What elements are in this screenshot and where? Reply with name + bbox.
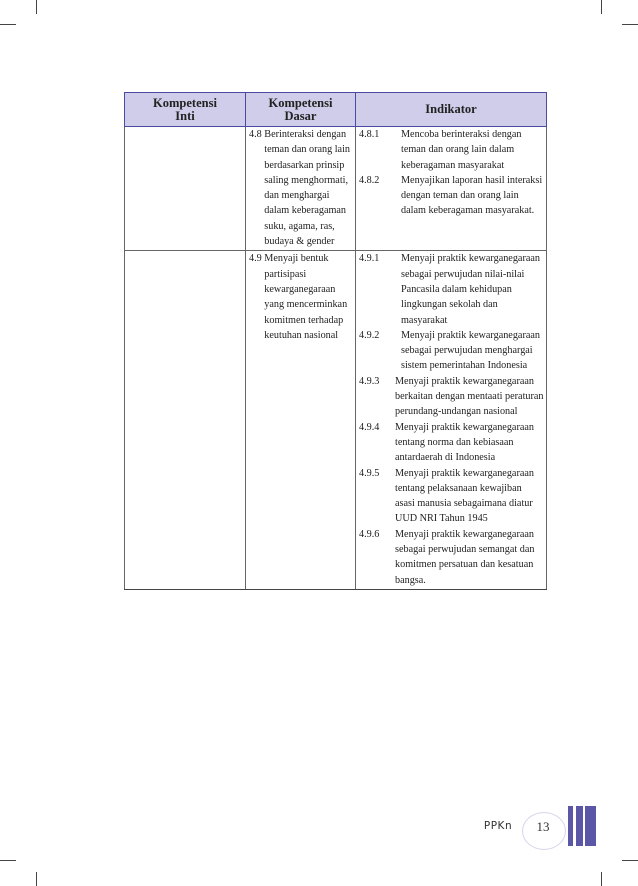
footer-bar-2 bbox=[576, 806, 583, 846]
kd-number: 4.9 bbox=[249, 253, 262, 265]
header-kompetensi-inti bbox=[125, 93, 246, 127]
page-number: 13 bbox=[536, 819, 550, 834]
indicator-number: 4.9.3 bbox=[359, 375, 380, 387]
indicator-text: Mencoba berinteraksi dengan teman dan orang lain dalam keberagaman masyarakat bbox=[401, 129, 522, 171]
table-header-row bbox=[125, 93, 547, 127]
indicator-number: 4.9.5 bbox=[359, 467, 380, 479]
indicator-text: Menyaji praktik kewarganegaraan tentang norma dan kebiasaan antardaerah di Indonesia bbox=[395, 421, 534, 464]
footer-bar-1 bbox=[568, 806, 573, 846]
competency-table bbox=[124, 92, 547, 590]
indicator-item bbox=[359, 374, 544, 420]
indicator-number: 4.9.4 bbox=[359, 421, 380, 433]
header-kd-line2: Dasar bbox=[284, 108, 317, 123]
header-ki-line1: Kompetensi bbox=[153, 95, 217, 110]
indicator-text: Menyaji praktik kewarganegaraan sebagai perwujudan semangat dan komitmen persatuan dan kesatuan bangsa. bbox=[395, 528, 535, 586]
crop-mark-bottom-left-v bbox=[36, 872, 37, 886]
indicator-text: Menyaji praktik kewarganegaraan sebagai perwujudan nilai-nilai Pancasila dalam kehidupan lingkungan sekolah dan masyarakat bbox=[401, 253, 540, 326]
crop-mark-bottom-right-v bbox=[601, 872, 602, 886]
indicator-number: 4.9.2 bbox=[359, 329, 380, 341]
indicator-text: Menyajikan laporan hasil interaksi dengan teman dan orang lain dalam keberagaman masyarakat. bbox=[401, 174, 543, 217]
crop-mark-top-left-v bbox=[36, 0, 37, 14]
header-kompetensi-dasar bbox=[246, 93, 356, 127]
indicator-number: 4.8.2 bbox=[359, 174, 380, 186]
indicator-item bbox=[359, 466, 544, 527]
indicator-number: 4.9.6 bbox=[359, 528, 380, 540]
indicator-number: 4.9.1 bbox=[359, 253, 380, 265]
ki-cell bbox=[125, 251, 246, 590]
crop-mark-top-right-v bbox=[601, 0, 602, 14]
kd-cell bbox=[246, 251, 356, 590]
indicator-cell bbox=[356, 251, 547, 590]
kd-number: 4.8 bbox=[249, 129, 262, 140]
indicator-cell bbox=[356, 127, 547, 251]
crop-mark-top-left-h bbox=[0, 24, 16, 25]
indicator-item bbox=[359, 527, 544, 588]
indicator-item bbox=[359, 127, 544, 173]
indicator-text: Menyaji praktik kewarganegaraan tentang pelaksanaan kewajiban asasi manusia sebagaimana diatur UUD NRI Tahun 1945 bbox=[395, 467, 534, 525]
indicator-text: Menyaji praktik kewarganegaraan berkaitan dengan mentaati peraturan perundang-undangan nasional bbox=[395, 375, 544, 418]
indicator-item bbox=[359, 420, 544, 466]
crop-mark-top-right-h bbox=[622, 24, 638, 25]
kd-text: Menyaji bentuk partisipasi kewarganegaraan yang mencerminkan komitmen terhadap keutuhan nasional bbox=[264, 253, 348, 341]
header-indikator: Indikator bbox=[356, 93, 547, 127]
indicator-item bbox=[359, 328, 544, 374]
crop-mark-bottom-right-h bbox=[622, 860, 638, 861]
footer-bar-3 bbox=[585, 806, 596, 846]
ki-cell bbox=[125, 127, 246, 251]
header-ki-line2: Inti bbox=[175, 108, 195, 123]
indicator-text: Menyaji praktik kewarganegaraan sebagai perwujudan menghargai sistem pemerintahan Indonesia bbox=[401, 329, 540, 372]
kd-cell bbox=[246, 127, 356, 251]
table-row bbox=[125, 127, 547, 251]
indicator-item bbox=[359, 173, 544, 219]
header-kd-line1: Kompetensi bbox=[268, 95, 333, 110]
kd-text: Berinteraksi dengan teman dan orang lain berdasarkan prinsip saling menghormati, dan menghargai dalam keberagaman suku, agama, ras, budaya & gender bbox=[264, 129, 350, 248]
indicator-item bbox=[359, 251, 544, 327]
subject-label: PPKn bbox=[483, 820, 513, 832]
indicator-number: 4.8.1 bbox=[359, 129, 380, 140]
table-row bbox=[125, 251, 547, 590]
crop-mark-bottom-left-h bbox=[0, 860, 16, 861]
